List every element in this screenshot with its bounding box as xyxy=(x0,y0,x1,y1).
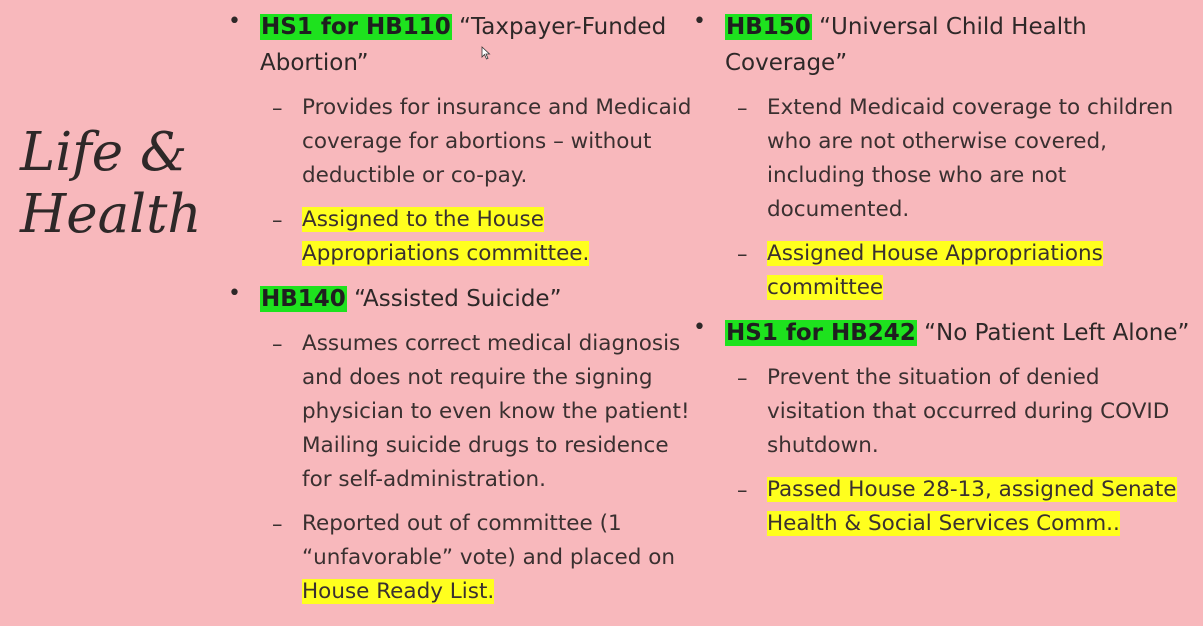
bill-point xyxy=(693,91,1198,227)
slide-title-line-2: Health xyxy=(20,184,202,245)
bill-code: HB150 xyxy=(726,14,811,40)
point-text: Prevent the situation of denied visitation that occurred during COVID shutdown. xyxy=(767,365,1170,458)
bill-point-text xyxy=(767,91,1198,227)
bill-point xyxy=(228,203,698,271)
dash-icon: – xyxy=(272,332,283,356)
bill-point-text xyxy=(302,327,698,497)
bill-point xyxy=(693,361,1198,463)
bill-code: HB140 xyxy=(261,286,346,312)
point-text: Extend Medicaid coverage to children who are not otherwise covered, including those who are not documented. xyxy=(767,95,1174,222)
bill-point-text xyxy=(302,507,698,609)
bill-hb110 xyxy=(228,9,698,271)
bill-point xyxy=(693,237,1198,305)
bill-point-text xyxy=(302,91,698,193)
dash-icon: – xyxy=(272,208,283,232)
bullet-icon: • xyxy=(228,9,241,34)
dash-icon: – xyxy=(272,512,283,536)
bill-hb140 xyxy=(228,281,698,609)
bullet-icon: • xyxy=(693,9,706,34)
point-highlight: House Ready List. xyxy=(302,579,495,604)
dash-icon: – xyxy=(272,96,283,120)
bill-point-text xyxy=(302,203,698,271)
point-text: Provides for insurance and Medicaid coverage for abortions – without deductible or co-pay. xyxy=(302,95,692,188)
bill-point-text xyxy=(767,237,1198,305)
bill-heading xyxy=(725,9,1198,81)
point-text: Assumes correct medical diagnosis and does not require the signing physician to even know the patient! Mailing suicide drugs to residence for self-administration. xyxy=(302,331,690,492)
mouse-pointer-icon xyxy=(481,46,491,60)
bill-name: “Assisted Suicide” xyxy=(354,286,562,312)
dash-icon: – xyxy=(737,242,748,266)
bill-hb242 xyxy=(693,315,1198,541)
dash-icon: – xyxy=(737,96,748,120)
bill-point-text xyxy=(767,473,1198,541)
bill-name: “No Patient Left Alone” xyxy=(924,320,1190,346)
bill-point-text xyxy=(767,361,1198,463)
slide-title xyxy=(20,122,202,246)
dash-icon: – xyxy=(737,478,748,502)
bill-point xyxy=(693,473,1198,541)
bill-heading xyxy=(725,315,1198,351)
dash-icon: – xyxy=(737,366,748,390)
left-column xyxy=(228,0,698,609)
bullet-icon: • xyxy=(693,315,706,340)
point-highlight: Passed House 28-13, assigned Senate Health & Social Services Comm.. xyxy=(767,477,1177,536)
bill-name: “Universal Child Health Coverage” xyxy=(725,14,1087,76)
bill-heading xyxy=(260,9,698,81)
bill-name: “Taxpayer-Funded Abortion” xyxy=(260,14,667,76)
bill-heading xyxy=(260,281,698,317)
bill-code: HS1 for HB110 xyxy=(261,14,451,40)
point-text: Reported out of committee (1 “unfavorable” vote) and placed on xyxy=(302,511,675,570)
bill-hb150 xyxy=(693,9,1198,305)
slide-title-line-1: Life & xyxy=(20,122,188,183)
bill-code: HS1 for HB242 xyxy=(726,320,916,346)
bill-point xyxy=(228,91,698,193)
bullet-icon: • xyxy=(228,281,241,306)
bill-point xyxy=(228,507,698,609)
bill-point xyxy=(228,327,698,497)
point-highlight: Assigned House Appropriations committee xyxy=(767,241,1103,300)
right-column xyxy=(693,0,1198,541)
point-highlight: Assigned to the House Appropriations committee. xyxy=(302,207,590,266)
